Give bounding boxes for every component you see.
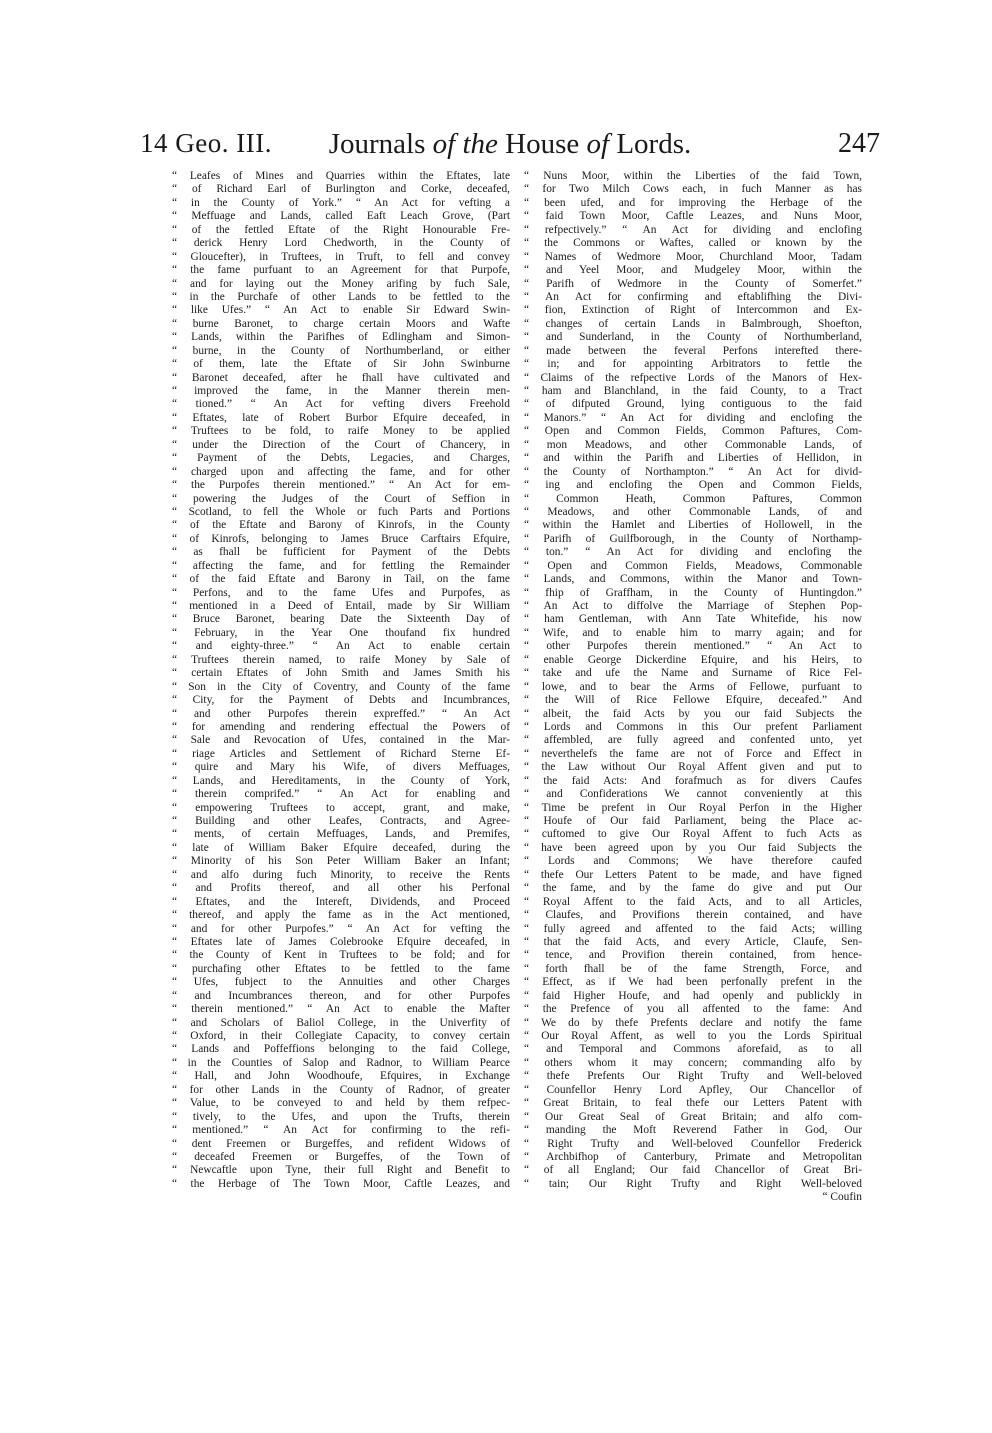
left-column-line: “ quire and Mary his Wife, of divers Meffuages, (172, 761, 510, 774)
left-column-line: “ Building and other Leafes, Contracts, and Agree- (172, 815, 510, 827)
right-column-line: “ for Two Milch Cows each, in fuch Manner as has (524, 183, 862, 196)
right-column-line: “ Lords and Commons in this Our prefent Parliament (524, 720, 862, 733)
left-column-line: “ tioned.” “ An Act for vefting divers Freehold (172, 398, 510, 411)
left-column-line: “ the Purpofes therein mentioned.” “ An Act for em- (172, 479, 510, 492)
right-column-line: “ Claufes, and Provifions therein contained, and have (524, 909, 862, 922)
left-column-line: “ empowering Truftees to accept, grant, and make, (172, 801, 510, 814)
right-column-line: “ of all England; Our faid Chancellor of Great Bri- (524, 1164, 862, 1177)
left-column-line: “ City, for the Payment of Debts and Incumbrances, (172, 694, 510, 707)
right-column-line: “ fion, Extinction of Right of Intercommon and Ex- (524, 304, 862, 317)
right-column-line: “ faid Higher Houfe, and had openly and publickly in (524, 989, 862, 1002)
left-column-line: “ the Herbage of The Town Moor, Caftle Leazes, and (172, 1177, 510, 1190)
right-column-line: “ An Act to diffolve the Marriage of Stephen Pop- (524, 600, 862, 612)
right-column-line: “ Coufin (822, 1191, 862, 1204)
right-column-line: “ thefe Our Letters Patent to be made, and have figned (524, 868, 862, 881)
right-column-line: “ Manors.” “ An Act for dividing and enclofing the (524, 411, 862, 424)
title-house: House (505, 128, 580, 160)
page-header (140, 128, 880, 168)
left-column-line: “ Meffuage and Lands, called Eaft Leach Grove, (Part (172, 210, 510, 223)
right-column-line: “ Parifh of Wedmore in the County of Somerfet.” (524, 277, 862, 290)
left-column-line: “ and Incumbrances thereon, and for other Purpofes (172, 989, 510, 1002)
right-column-line: “ and Confiderations We cannot conveniently at this (524, 788, 862, 801)
right-column-line: “ Claims of the refpective Lords of the Manors of Hex- (524, 371, 862, 384)
left-column-line: “ Scotland, to fell the Whole or fuch Parts and Portions (172, 505, 510, 518)
right-column-line: “ the Will of Rice Fellowe Efquire, deceafed.” And (524, 694, 862, 707)
right-column-line: “ Open and Common Fields, Meadows, Commonable (524, 559, 862, 572)
left-column-line: “ ments, of certain Meffuages, Lands, and Premifes, (172, 828, 510, 841)
left-column-line: “ February, in the Year One thoufand fix hundred (172, 626, 510, 639)
right-column-line: “ Royal Affent to the faid Acts, and to all Articles, (524, 895, 862, 908)
left-column-line: “ powering the Judges of the Court of Seffion in (172, 492, 510, 505)
right-column-line: “ and within the Parifh and Liberties of Hellidon, in (524, 452, 862, 465)
right-column-line: “ within the Hamlet and Liberties of Hollowell, in the (524, 519, 862, 532)
right-column-line: “ Archbifhop of Canterbury, Primate and Metropolitan (524, 1150, 862, 1163)
left-column-line: “ Eftates, and the Intereft, Dividends, and Proceed (172, 895, 510, 908)
right-column-line: “ ham Gentleman, with Ann Tate Whitefide, his now (524, 613, 862, 626)
right-column-line: “ forth fhall be of the fame Strength, Force, and (524, 962, 862, 975)
left-column-line: “ improved the fame, in the Manner therein men- (172, 385, 510, 397)
left-column-line: “ Hall, and John Woodhoufe, Efquires, in Exchange (172, 1070, 510, 1083)
left-column-line: “ therein mentioned.” “ An Act to enable the Mafter (172, 1003, 510, 1016)
left-column-line: “ of the fettled Eftate of the Right Honourable Fre- (172, 223, 510, 236)
left-column-line: “ the fame purfuant to an Agreement for that Purpofe, (172, 264, 510, 277)
right-column-line: “ Our Royal Affent, as well to you the Lords Spiritual (524, 1030, 862, 1042)
left-column-line: “ mentioned.” “ An Act for confirming to the refi- (172, 1124, 510, 1137)
left-column-line: “ and Scholars of Baliol College, in the Univerfity of (172, 1016, 510, 1029)
left-column-line: “ Leafes of Mines and Quarries within the Eftates, late (172, 170, 510, 182)
title-of: of (586, 128, 610, 160)
left-column-line: “ dent Freemen or Burgeffes, and refident Widows of (172, 1137, 510, 1150)
right-column-line: “ cuftomed to give Our Royal Affent to fuch Acts as (524, 828, 862, 841)
left-column-line: “ as fhall be fufficient for Payment of the Debts (172, 546, 510, 559)
right-column-line: “ An Act for confirming and eftablifhing the Divi- (524, 290, 862, 303)
left-column-line: “ for other Lands in the County of Radnor, of greater (172, 1083, 510, 1096)
right-column-line: “ Lands, and Commons, within the Manor and Town- (524, 573, 862, 586)
right-column-line: “ changes of certain Lands in Balmbrough, Shoefton, (524, 317, 862, 330)
left-column-line: “ Perfons, and to the fame Ufes and Purpofes, as (172, 586, 510, 599)
right-column-line: “ other Purpofes therein mentioned.” “ An Act to (524, 640, 862, 653)
right-column-line: “ the County of Northampton.” “ An Act for divid- (524, 465, 862, 478)
left-column-line: “ Eftates, late of Robert Burbor Efquire deceafed, in (172, 411, 510, 424)
left-column-line: “ and Profits thereof, and all other his Perfonal (172, 882, 510, 895)
right-column-line: “ and Sunderland, in the County of Northumberland, (524, 331, 862, 344)
right-column-line: “ mon Meadows, and other Commonable Lands, of (524, 438, 862, 451)
right-column-line: “ ton.” “ An Act for dividing and enclofing the (524, 546, 862, 559)
right-column-line: “ Lords and Commons; We have therefore caufed (524, 855, 862, 868)
right-column-line: “ that the faid Acts, and every Article, Claufe, Sen- (524, 935, 862, 948)
left-column-line: “ of Kinrofs, belonging to James Bruce Carftairs Efquire, (172, 532, 510, 545)
right-column-line: “ neverthelefs the fame are not of Force and Effect in (524, 747, 862, 760)
left-column-line: “ Minority of his Son Peter William Baker an Infant; (172, 855, 510, 868)
title-journals: Journals (328, 128, 426, 160)
left-column-line: “ therein comprifed.” “ An Act for enabling and (172, 788, 510, 801)
right-column-line: “ affembled, are fully agreed and confented unto, yet (524, 734, 862, 747)
right-column-line: “ the Commons or Waftes, called or known by the (524, 237, 862, 250)
right-column-line: “ of difputed Ground, lying contiguous to the faid (524, 398, 862, 411)
left-column-line: “ deceafed Freemen or Burgeffes, of the Town of (172, 1150, 510, 1163)
title-of-the: of the (432, 128, 498, 160)
left-column-line: “ Eftates late of James Colebrooke Efquire deceafed, in (172, 935, 510, 948)
right-column-line: “ fully agreed and affented to the faid Acts; willing (524, 922, 862, 935)
left-column-line: “ for amending and rendering effectual the Powers of (172, 720, 510, 733)
right-column-line: “ Common Heath, Common Paftures, Common (524, 492, 862, 505)
right-column-line: “ the Law without Our Royal Affent given and put to (524, 761, 862, 774)
right-column-line: “ Great Britain, to feal thefe our Letters Patent with (524, 1097, 862, 1110)
right-column-line: “ thefe Prefents Our Right Trufty and Well-beloved (524, 1070, 862, 1083)
left-column (172, 170, 510, 1191)
left-column-line: “ Truftees to be fold, to raife Money to be applied (172, 425, 510, 438)
left-column-line: “ Ufes, fubject to the Annuities and other Charges (172, 976, 510, 989)
right-column-line: “ Nuns Moor, within the Liberties of the faid Town, (524, 170, 862, 182)
left-column-line: “ Bruce Baronet, bearing Date the Sixteenth Day of (172, 613, 510, 626)
left-column-line: “ charged upon and affecting the fame, and for other (172, 465, 510, 478)
left-column-line: “ and for laying out the Money arifing by fuch Sale, (172, 277, 510, 290)
right-column-line: “ manding the Moft Reverend Father in God, Our (524, 1124, 862, 1137)
title-lords: Lords. (616, 128, 692, 160)
left-column-line: “ thereof, and apply the fame as in the Act mentioned, (172, 909, 510, 922)
regnal-year: 14 Geo. III. (140, 128, 272, 158)
left-column-line: “ burne Baronet, to charge certain Moors and Wafte (172, 317, 510, 330)
right-column-line: “ tain; Our Right Trufty and Right Well-beloved (524, 1177, 862, 1190)
right-column-line: “ and Yeel Moor, and Mudgeley Moor, within the (524, 264, 862, 277)
right-column-line: “ Right Trufty and Well-beloved Counfellor Frederick (524, 1137, 862, 1150)
left-column-line: “ in the County of York.” “ An Act for vefting a (172, 196, 510, 209)
left-column-line: “ the County of Kent in Truftees to be fold; and for (172, 949, 510, 962)
right-column-line: “ the faid Acts: And forafmuch as for divers Caufes (524, 774, 862, 787)
left-column-line: “ Gloucefter), in Truftees, in Truft, to fell and convey (172, 250, 510, 263)
right-column-line: “ Counfellor Henry Lord Apfley, Our Chancellor of (524, 1083, 862, 1096)
left-column-line: “ Newcaftle upon Tyne, their full Right and Benefit to (172, 1164, 510, 1177)
right-column-line: “ in; and for appointing Arbitrators to fettle the (524, 358, 862, 371)
left-column-line: “ tively, to the Ufes, and upon the Trufts, therein (172, 1110, 510, 1123)
left-column-line: “ Payment of the Debts, Legacies, and Charges, (172, 452, 510, 465)
left-column-line: “ derick Henry Lord Chedworth, in the County of (172, 237, 510, 250)
right-column-line: “ the fame, and by the fame do give and put Our (524, 882, 862, 895)
right-column-line: “ Our Great Seal of Great Britain; and alfo com- (524, 1110, 862, 1123)
right-column-line: “ fhip of Graffham, in the County of Huntingdon.” (524, 586, 862, 599)
left-column-line: “ and for other Purpofes.” “ An Act for vefting the (172, 922, 510, 935)
left-column-line: “ certain Eftates of John Smith and James Smith his (172, 667, 510, 680)
right-column-line: “ refpectively.” “ An Act for dividing and enclofing (524, 223, 862, 236)
left-column-line: “ Lands and Poffeffions belonging to the faid College, (172, 1043, 510, 1056)
running-title (140, 128, 880, 161)
left-column-line: “ under the Direction of the Court of Chancery, in (172, 438, 510, 451)
right-column-line: “ Parifh of Guilfborough, in the County of Northamp- (524, 532, 862, 545)
right-column-line: “ Meadows, and other Commonable Lands, of and (524, 505, 862, 518)
left-column-line: “ Oxford, in their Collegiate Capacity, to convey certain (172, 1030, 510, 1042)
left-column-line: “ of the faid Eftate and Barony in Tail, on the fame (172, 573, 510, 586)
right-column-line: “ tence, and Provifion therein contained, from hence- (524, 949, 862, 962)
right-column-line: “ ing and enclofing the Open and Common Fields, (524, 479, 862, 492)
left-column-line: “ in the Purchafe of other Lands to be fettled to the (172, 290, 510, 303)
right-column-line: “ ham and Blanchland, in the faid County, to a Tract (524, 385, 862, 397)
left-column-line: “ like Ufes.” “ An Act to enable Sir Edward Swin- (172, 304, 510, 317)
right-column-line: “ Open and Common Fields, Common Paftures, Com- (524, 425, 862, 438)
right-column-line: “ Effect, as if We had been perfonally prefent in the (524, 976, 862, 989)
left-column-line: “ and eighty-three.” “ An Act to enable certain (172, 640, 510, 653)
left-column-line: “ Lands, within the Parifhes of Edlingham and Simon- (172, 331, 510, 344)
right-column-line: “ Names of Wedmore Moor, Churchland Moor, Tadam (524, 250, 862, 263)
left-column-line: “ burne, in the County of Northumberland, or either (172, 344, 510, 357)
left-column-line: “ purchafing other Eftates to be fettled to the fame (172, 962, 510, 975)
left-column-line: “ and alfo during fuch Minority, to receive the Rents (172, 868, 510, 881)
right-column-line: “ and Temporal and Commons aforefaid, as to all (524, 1043, 862, 1056)
left-column-line: “ of the Eftate and Barony of Kinrofs, in the County (172, 519, 510, 532)
left-column-line: “ of them, late the Eftate of Sir John Swinburne (172, 358, 510, 371)
right-column-line: “ Houfe of Our faid Parliament, being the Place ac- (524, 815, 862, 827)
left-column-line: “ of Richard Earl of Burlington and Corke, deceafed, (172, 183, 510, 196)
right-column-line: “ enable George Dickerdine Efquire, and his Heirs, to (524, 653, 862, 666)
page-number: 247 (838, 128, 880, 159)
right-column (524, 170, 862, 1205)
left-column-line: “ Sale and Revocation of Ufes, contained in the Mar- (172, 734, 510, 747)
right-column-line: “ been ufed, and for improving the Herbage of the (524, 196, 862, 209)
right-column-line: “ albeit, the faid Acts by you our faid Subjects the (524, 707, 862, 720)
left-column-line: “ in the Counties of Salop and Radnor, to William Pearce (172, 1056, 510, 1069)
right-column-line: “ Time be prefent in Our Royal Perfon in the Higher (524, 801, 862, 814)
left-column-line: “ Value, to be conveyed to and held by them refpec- (172, 1097, 510, 1110)
left-column-line: “ affecting the fame, and for fettling the Remainder (172, 559, 510, 572)
left-column-line: “ late of William Baker Efquire deceafed, during the (172, 841, 510, 854)
right-column-line: “ Wife, and to enable him to marry again; and for (524, 626, 862, 639)
right-column-line: “ have been agreed upon by you Our faid Subjects the (524, 841, 862, 854)
left-column-line: “ mentioned in a Deed of Entail, made by Sir William (172, 600, 510, 612)
left-column-line: “ Baronet deceafed, after he fhall have cultivated and (172, 371, 510, 384)
right-column-line: “ others whom it may concern; commanding alfo by (524, 1056, 862, 1069)
right-column-line: “ faid Town Moor, Caftle Leazes, and Nuns Moor, (524, 210, 862, 223)
left-column-line: “ Lands, and Hereditaments, in the County of York, (172, 774, 510, 787)
left-column-line: “ and other Purpofes therein expreffed.” “ An Act (172, 707, 510, 720)
right-column-line: “ We do by thefe Prefents declare and notify the fame (524, 1016, 862, 1029)
right-column-line: “ lowe, and to bear the Arms of Fellowe, purfuant to (524, 680, 862, 693)
left-column-line: “ Truftees therein named, to raife Money by Sale of (172, 653, 510, 666)
right-column-line: “ made between the feveral Perfons interefted there- (524, 344, 862, 357)
right-column-line: “ take and ufe the Name and Surname of Rice Fel- (524, 667, 862, 680)
left-column-line: “ Son in the City of Coventry, and County of the fame (172, 680, 510, 693)
right-column-line: “ the Prefence of you all affented to the fame: And (524, 1003, 862, 1016)
left-column-line: “ riage Articles and Settlement of Richard Sterne Ef- (172, 747, 510, 760)
